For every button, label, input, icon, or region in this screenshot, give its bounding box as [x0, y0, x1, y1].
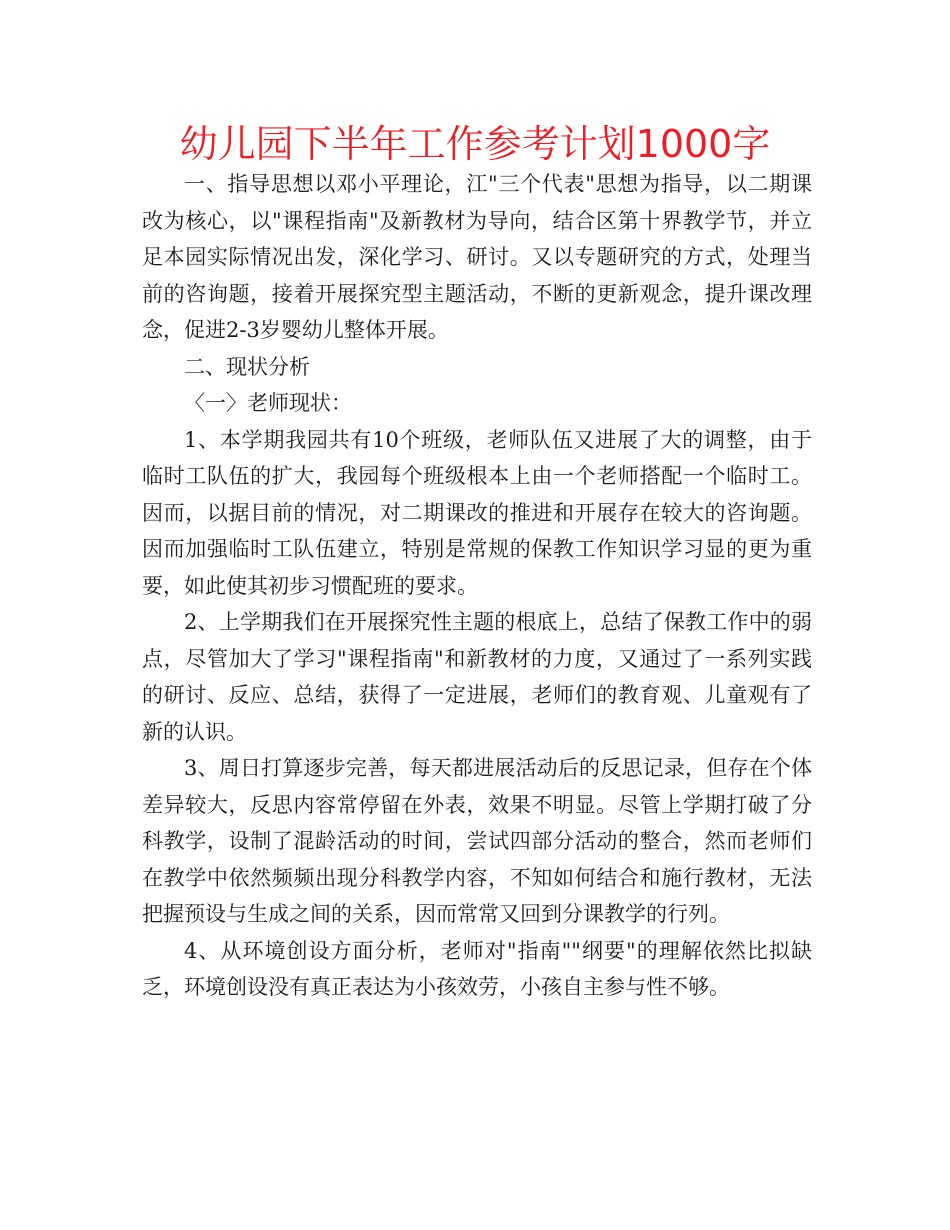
paragraph-item-4: 4、从环境创设方面分析，老师对"指南""纲要"的理解依然比拟缺乏，环境创设没有真正表达为小孩效劳，小孩自主参与性不够。	[142, 938, 812, 999]
subsection-heading-teacher-status: 〈一〉老师现状：	[184, 391, 352, 415]
paragraph-guiding-ideology: 一、指导思想以邓小平理论，江"三个代表"思想为指导，以二期课改为核心，以"课程指南"及新教材为导向，结合区第十界教学节，并立足本园实际情况出发，深化学习、研讨。又以专题研究的方式，处理当前的咨询题，接着开展探究型主题活动，不断的更新观念，提升课改理念，促进2-3岁婴幼儿整体开展。	[142, 172, 812, 342]
paragraph-item-3: 3、周日打算逐步完善，每天都进展活动后的反思记录，但存在个体差异较大，反思内容常停留在外表，效果不明显。尽管上学期打破了分科教学，设制了混龄活动的时间，尝试四部分活动的整合，然而老师们在教学中依然频频出现分科教学内容，不知如何结合和施行教材，无法把握预设与生成之间的关系，因而常常又回到分课教学的行列。	[142, 756, 812, 926]
paragraph-item-2: 2、上学期我们在开展探究性主题的根底上，总结了保教工作中的弱点，尽管加大了学习"课程指南"和新教材的力度，又通过了一系列实践的研讨、反应、总结，获得了一定进展，老师们的教育观、儿童观有了新的认识。	[142, 610, 812, 744]
document-title: 幼儿园下半年工作参考计划1000字	[179, 122, 771, 166]
document-body	[142, 166, 812, 1006]
section-heading-status-analysis: 二、现状分析	[184, 354, 310, 379]
paragraph-item-1: 1、本学期我园共有10个班级，老师队伍又进展了大的调整，由于临时工队伍的扩大，我园每个班级根本上由一个老师搭配一个临时工。因而，以据目前的情况，对二期课改的推进和开展存在较大的咨询题。因而加强临时工队伍建立，特别是常规的保教工作知识学习显的更为重要，如此使其初步习惯配班的要求。	[142, 427, 812, 598]
